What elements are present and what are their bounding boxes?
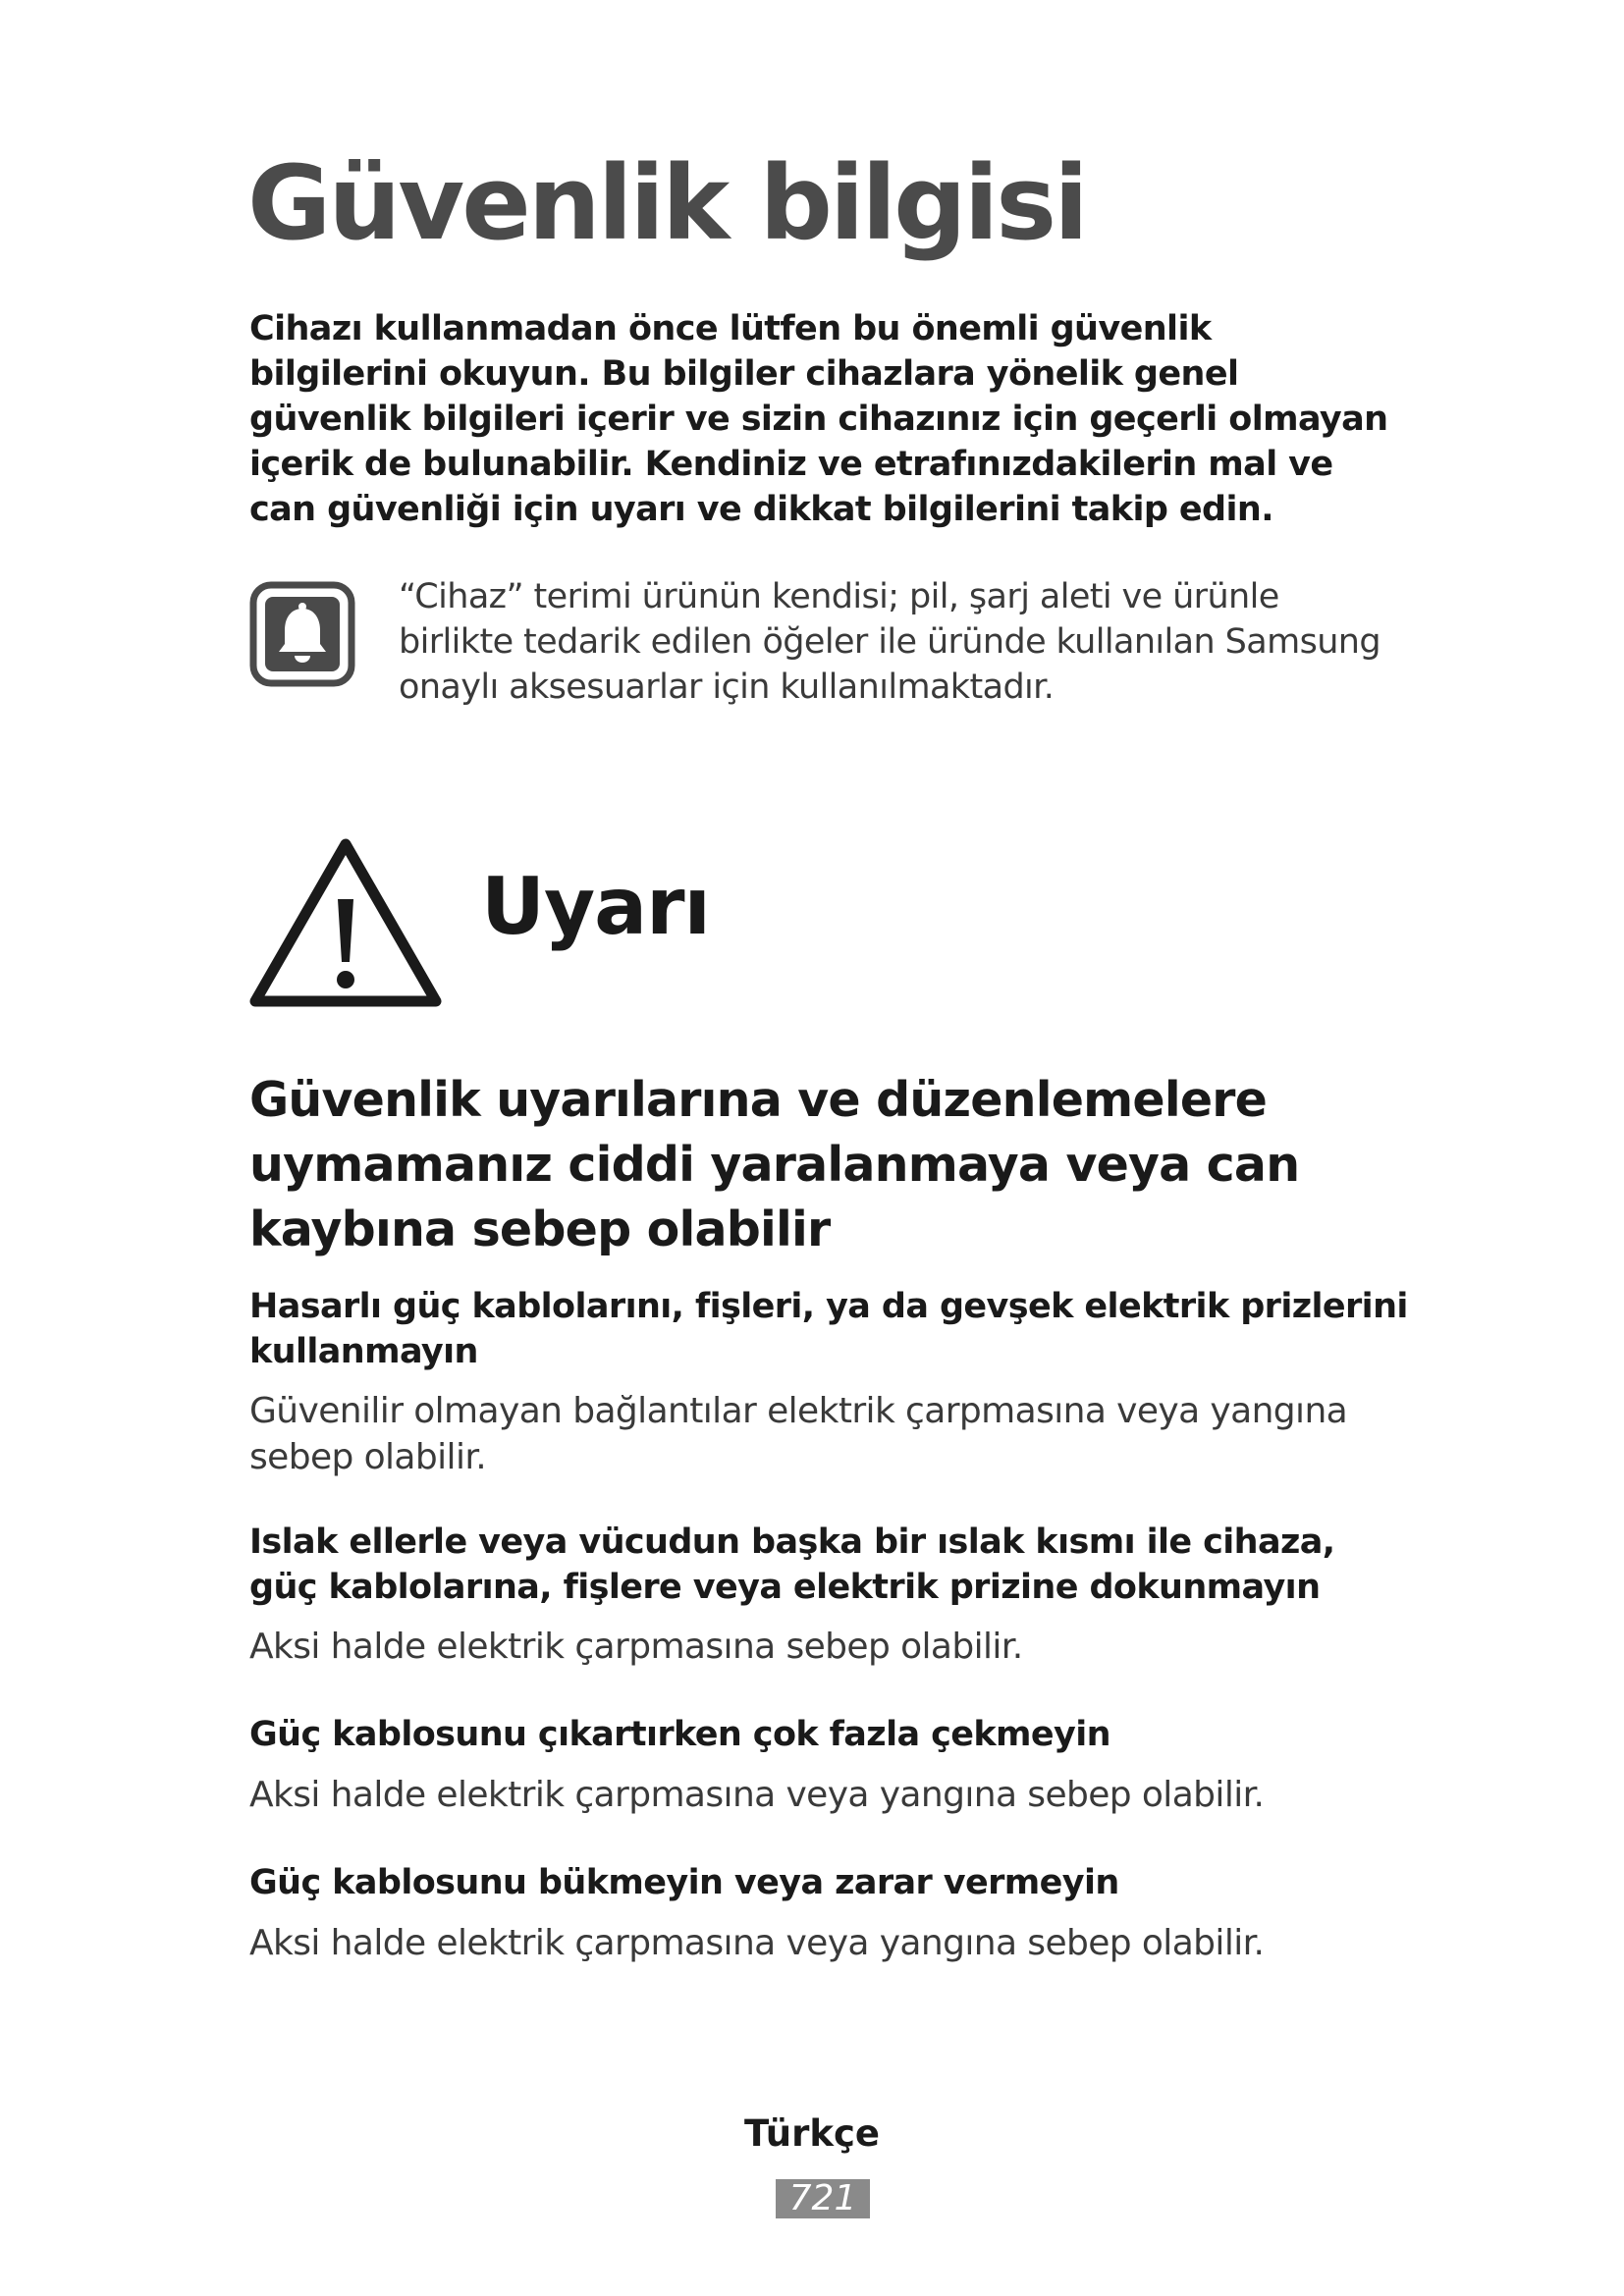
note-text: “Cihaz” terimi ürünün kendisi; pil, şarj aleti ve ürünle birlikte tedarik edilen öğeler ile üründe kullanılan Samsung onaylı aksesuarlar için kullanılmaktadır. [399,577,1380,707]
warning-item-body: Aksi halde elektrik çarpmasına veya yangına sebep olabilir. [249,1775,1265,1815]
footer-language: Türkçe [744,2112,880,2155]
warning-item-title: Güç kablosunu bükmeyin veya zarar vermeyin [249,1863,1119,1902]
warning-triangle-icon [247,834,444,1011]
section-heading: Güvenlik uyarılarına ve düzenlemelere uymamanız ciddi yaralanmaya veya can kaybına sebep olabilir [249,1072,1300,1257]
page-title: Güvenlik bilgisi [247,143,1086,263]
warning-item-title: Hasarlı güç kablolarını, fişleri, ya da gevşek elektrik prizlerini kullanmayın [249,1287,1408,1371]
warning-item-body: Güvenilir olmayan bağlantılar elektrik çarpmasına veya yangına sebep olabilir. [249,1391,1348,1477]
warning-item-title: Islak ellerle veya vücudun başka bir ıslak kısmı ile cihaza, güç kablolarına, fişlere veya elektrik prizine dokunmayın [249,1522,1335,1607]
warning-title: Uyarı [481,861,710,952]
intro-paragraph: Cihazı kullanmadan önce lütfen bu önemli güvenlik bilgilerini okuyun. Bu bilgiler cihazlara yönelik genel güvenlik bilgileri içerir ve sizin cihazınız için geçerli olmayan içerik de bulunabilir. Kendiniz ve etrafınızdakilerin mal ve can güvenliği için uyarı ve dikkat bilgilerini takip edin. [249,309,1388,529]
warning-item-body: Aksi halde elektrik çarpmasına veya yangına sebep olabilir. [249,1923,1265,1963]
page-number: 721 [776,2179,870,2218]
bell-icon [249,581,355,687]
warning-item-title: Güç kablosunu çıkartırken çok fazla çekmeyin [249,1715,1110,1754]
warning-item-body: Aksi halde elektrik çarpmasına sebep olabilir. [249,1627,1023,1667]
